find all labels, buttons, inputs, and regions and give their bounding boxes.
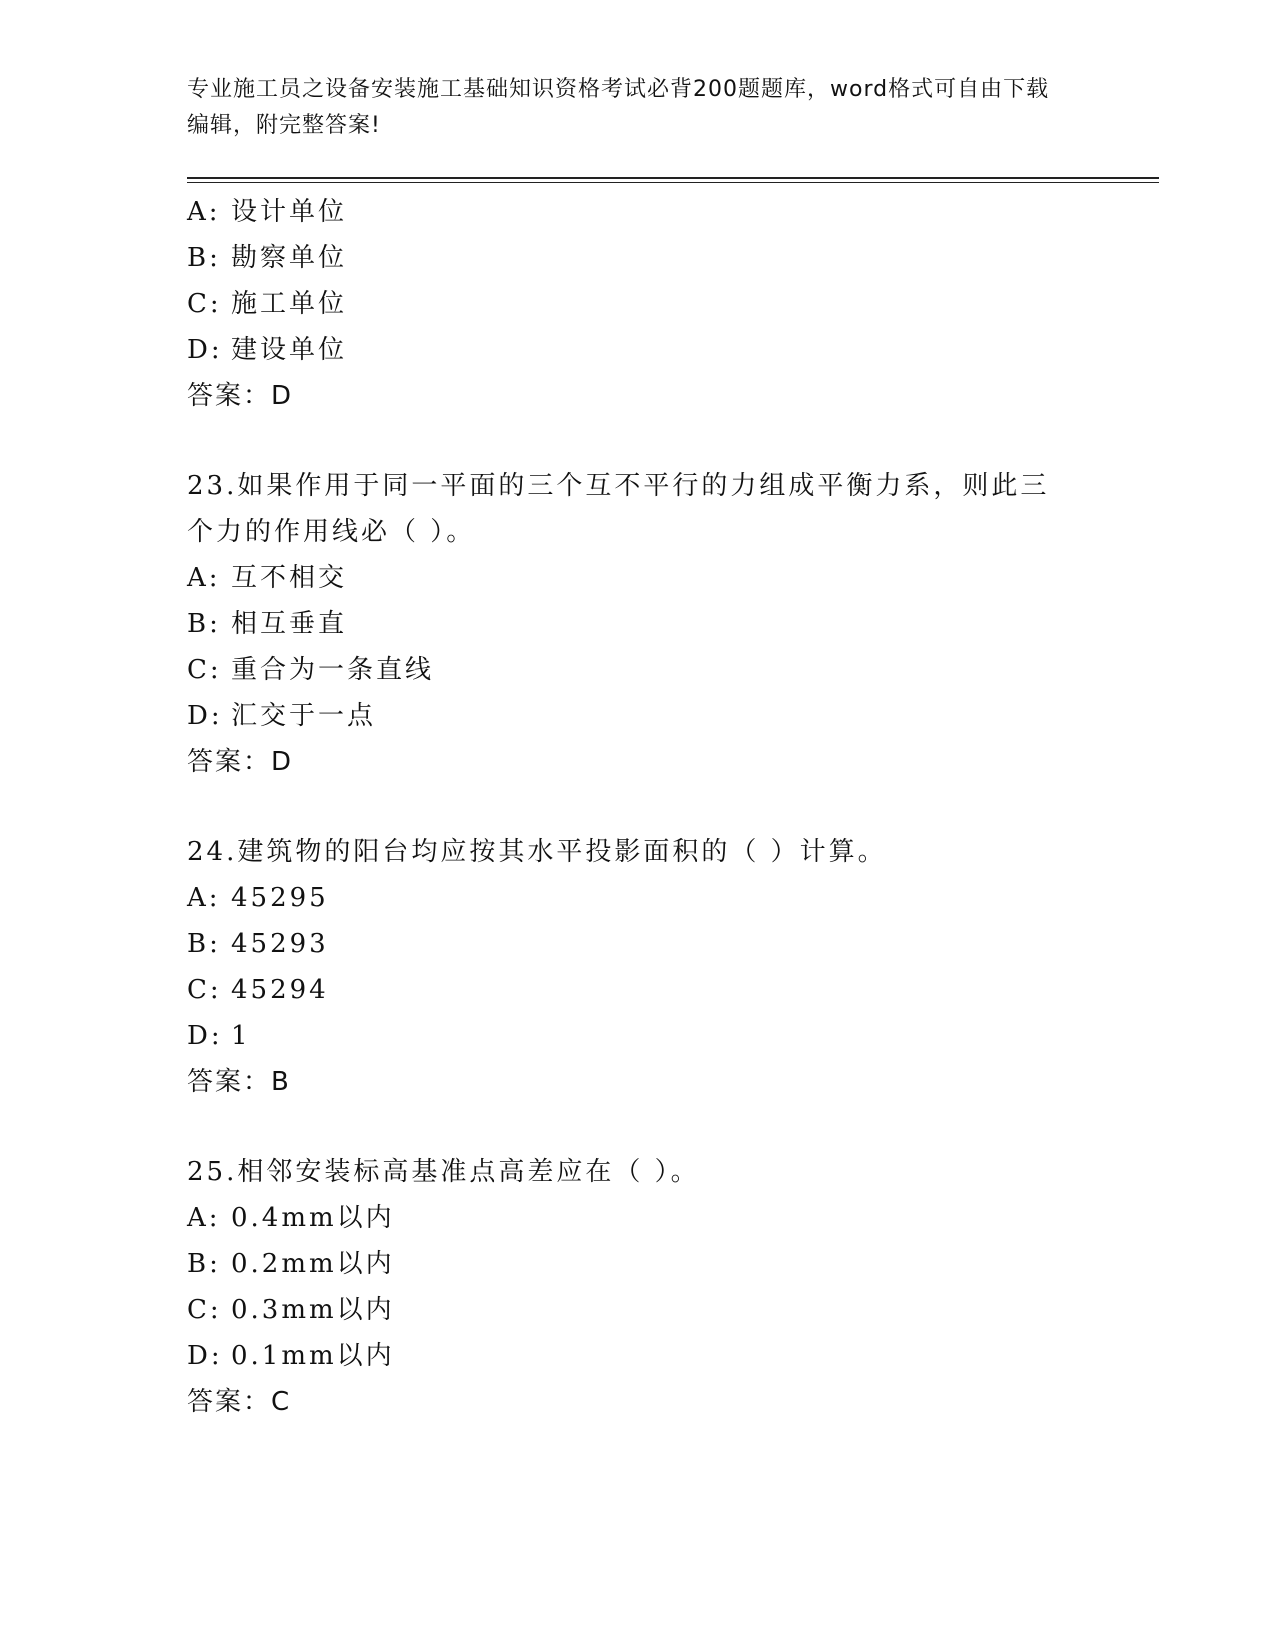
- option-text: 勘察单位: [231, 243, 348, 273]
- option-label: A:: [187, 197, 221, 227]
- option-label: C:: [187, 655, 222, 685]
- option-row: [187, 601, 1087, 647]
- option-label: B:: [187, 1249, 221, 1279]
- option-row: [187, 693, 1087, 739]
- option-row: [187, 1241, 1087, 1287]
- option-text: 重合为一条直线: [231, 655, 435, 685]
- question-block-25: [187, 1149, 1087, 1425]
- question-block-23: [187, 463, 1087, 785]
- question-list: [187, 189, 1087, 1425]
- option-label: D:: [187, 1021, 223, 1051]
- option-row: [187, 281, 1087, 327]
- header-divider-thin: [187, 182, 1159, 183]
- question-block-24: [187, 829, 1087, 1105]
- option-text: 设计单位: [231, 197, 348, 227]
- option-label: C:: [187, 975, 222, 1005]
- option-row: [187, 1013, 1087, 1059]
- option-text: 建设单位: [231, 335, 348, 365]
- option-row: [187, 235, 1087, 281]
- option-text: 汇交于一点: [231, 701, 377, 731]
- header-divider-thick: [187, 177, 1159, 179]
- option-label: A:: [187, 883, 221, 913]
- option-row: [187, 875, 1087, 921]
- option-text: 施工单位: [231, 289, 348, 319]
- option-text: 0.4mm以内: [231, 1203, 395, 1233]
- option-label: B:: [187, 929, 221, 959]
- option-label: B:: [187, 243, 221, 273]
- answer-line: 答案：D: [187, 747, 294, 777]
- option-label: A:: [187, 1203, 221, 1233]
- spacer: [187, 1105, 1087, 1149]
- option-label: D:: [187, 335, 223, 365]
- spacer: [187, 785, 1087, 829]
- option-row: [187, 1195, 1087, 1241]
- answer-line: 答案：B: [187, 1067, 291, 1097]
- option-row: [187, 1287, 1087, 1333]
- option-text: 互不相交: [231, 563, 348, 593]
- option-label: C:: [187, 1295, 222, 1325]
- option-row: [187, 1333, 1087, 1379]
- question-text: 25.相邻安装标高基准点高差应在（ ）。: [187, 1157, 700, 1187]
- option-label: D:: [187, 701, 223, 731]
- option-text: 45293: [231, 929, 329, 959]
- option-text: 0.3mm以内: [231, 1295, 395, 1325]
- option-row: [187, 967, 1087, 1013]
- option-label: D:: [187, 1341, 223, 1371]
- option-text: 相互垂直: [231, 609, 348, 639]
- option-row: [187, 921, 1087, 967]
- option-text: 45295: [231, 883, 329, 913]
- option-row: [187, 647, 1087, 693]
- option-text: 45294: [231, 975, 329, 1005]
- question-text: 23.如果作用于同一平面的三个互不平行的力组成平衡力系，则此三个力的作用线必（ ）。: [187, 471, 1050, 547]
- option-row: [187, 555, 1087, 601]
- question-text: 24.建筑物的阳台均应按其水平投影面积的（ ）计算。: [187, 837, 887, 867]
- option-text: 1: [231, 1021, 251, 1051]
- question-block-22: [187, 189, 1087, 419]
- option-row: [187, 327, 1087, 373]
- spacer: [187, 419, 1087, 463]
- option-label: B:: [187, 609, 221, 639]
- document-header-title: 专业施工员之设备安装施工基础知识资格考试必背200题题库，word格式可自由下载编辑，附完整答案!: [187, 77, 1050, 138]
- answer-line: 答案：C: [187, 1387, 292, 1417]
- option-text: 0.2mm以内: [231, 1249, 395, 1279]
- option-label: A:: [187, 563, 221, 593]
- option-label: C:: [187, 289, 222, 319]
- option-text: 0.1mm以内: [231, 1341, 395, 1371]
- option-row: [187, 189, 1087, 235]
- answer-line: 答案：D: [187, 381, 294, 411]
